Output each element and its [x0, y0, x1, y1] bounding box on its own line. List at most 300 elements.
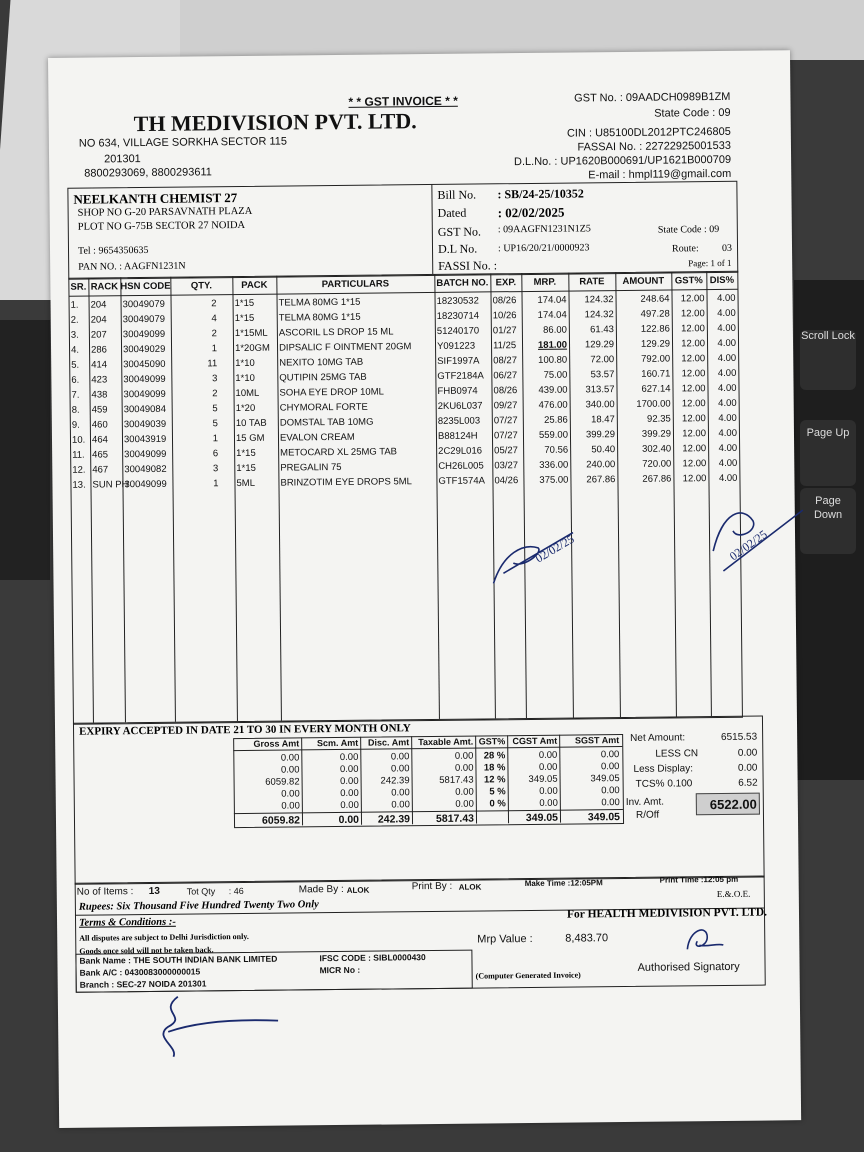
invoice-sheet — [48, 50, 801, 1128]
summary-cell: 0.00 — [339, 751, 359, 763]
fassi-label: FASSI No. : — [438, 258, 498, 273]
items-cell: 248.64 — [640, 293, 670, 305]
items-cell: 6 — [212, 448, 219, 460]
items-cell: 08/26 — [493, 385, 518, 397]
bank-branch: Branch : SEC-27 NOIDA 201301 — [79, 978, 207, 990]
items-cell: 1700.00 — [636, 398, 671, 410]
items-cell: 4.00 — [718, 457, 738, 469]
summary-cell: 0.00 — [340, 799, 359, 811]
summary-header-cell: SGST Amt — [574, 735, 620, 746]
items-cell: 4.00 — [717, 382, 737, 395]
items-header-cell: RATE — [579, 276, 605, 288]
company-phone: 8800293069, 8800293611 — [84, 166, 212, 180]
items-cell: 129.29 — [584, 339, 615, 351]
items-cell: 12.00 — [681, 413, 706, 425]
items-header-cell: QTY. — [190, 280, 213, 292]
summary-cell: 0.00 — [340, 775, 359, 787]
items-cell: 12.00 — [681, 353, 706, 365]
items-cell: 1*15ML — [234, 327, 268, 340]
summary-cell: 0.00 — [455, 798, 474, 810]
items-cell: 792.00 — [641, 353, 671, 365]
items-cell: 18230714 — [436, 310, 480, 322]
items-cell: 1 — [211, 343, 218, 355]
items-cell: 467 — [92, 464, 109, 476]
items-cell: 3 — [212, 463, 219, 475]
items-cell: 465 — [92, 449, 109, 461]
items-cell: METOCARD XL 25MG TAB — [280, 446, 398, 459]
seller-email: E-mail : hmpl119@gmail.com — [588, 167, 732, 182]
items-cell: 1 — [212, 433, 219, 445]
items-cell: 3. — [70, 329, 79, 341]
items-cell: 2. — [70, 314, 79, 326]
items-header-cell: AMOUNT — [622, 275, 665, 287]
make-time: Make Time :12:05PM — [524, 878, 603, 889]
bank-account: Bank A/C : 0430083000000015 — [79, 966, 201, 978]
items-cell: 6. — [71, 374, 80, 386]
company-name: TH MEDIVISION PVT. LTD. — [133, 108, 417, 137]
items-cell: 627.14 — [641, 383, 671, 395]
items-cell: 1*15 — [236, 462, 256, 475]
items-cell: 2C29L016 — [438, 445, 483, 457]
items-cell: 267.86 — [642, 473, 672, 485]
items-cell: 12.00 — [682, 458, 707, 470]
items-cell: 12. — [72, 464, 86, 476]
summary-cell: 0.00 — [280, 752, 300, 764]
summary-cell: 0.00 — [538, 761, 558, 773]
items-cell: 720.00 — [642, 458, 672, 470]
items-cell: 160.71 — [641, 368, 671, 380]
items-cell: 129.29 — [640, 338, 671, 350]
items-cell: 399.29 — [585, 429, 616, 441]
items-cell: NEXITO 10MG TAB — [279, 356, 364, 369]
items-cell: 50.40 — [591, 444, 616, 456]
items-cell: 4.00 — [717, 322, 736, 335]
items-cell: 12.00 — [680, 308, 705, 320]
route: 03 — [721, 242, 733, 254]
items-cell: 464 — [91, 434, 108, 446]
items-cell: 08/27 — [493, 355, 518, 367]
items-header-cell: BATCH NO. — [436, 277, 489, 289]
items-cell: Y091223 — [436, 340, 476, 352]
key-page-down: Page Down — [800, 488, 856, 554]
terms-line-1: All disputes are subject to Delhi Jurisdiction only. — [79, 931, 249, 943]
summary-header-cell: Scm. Amt — [316, 737, 359, 749]
items-cell: 07/27 — [493, 415, 518, 427]
made-by: ALOK — [346, 885, 370, 895]
items-cell: DOMSTAL TAB 10MG — [279, 416, 374, 429]
items-cell: 3 — [212, 373, 218, 385]
items-cell: 10. — [71, 434, 86, 446]
computer-generated-note: (Computer Generated Invoice) — [475, 970, 581, 981]
items-cell: 12.00 — [681, 338, 706, 350]
seller-state-code: State Code : 09 — [654, 106, 731, 120]
items-cell: DIPSALIC F OINTMENT 20GM — [278, 341, 412, 354]
items-cell: 30049084 — [123, 403, 167, 416]
items-cell: 174.04 — [537, 294, 567, 306]
authorised-signatory: Authorised Signatory — [637, 960, 740, 974]
items-cell: 30049029 — [123, 343, 166, 356]
terms-title: Terms & Conditions :- — [79, 916, 176, 929]
items-cell: 4 — [211, 313, 217, 325]
items-cell: 207 — [90, 329, 107, 341]
summary-cell: 0.00 — [539, 797, 558, 809]
summary-total-cell: 349.05 — [525, 811, 559, 825]
summary-cell: 0.00 — [281, 788, 300, 800]
items-cell: 30049079 — [122, 298, 165, 311]
items-cell: 4.00 — [718, 397, 737, 410]
items-cell: 4. — [71, 344, 80, 356]
items-cell: 30049099 — [124, 478, 167, 491]
items-cell: 15 GM — [235, 432, 265, 445]
items-cell: 72.00 — [590, 354, 615, 366]
summary-cell: 349.05 — [528, 773, 558, 786]
items-cell: 5ML — [236, 477, 256, 490]
items-cell: 286 — [91, 344, 107, 356]
summary-header-cell: GST% — [478, 736, 506, 747]
summary-cell: 0.00 — [390, 763, 410, 775]
summary-cell: 18 % — [483, 762, 506, 774]
items-cell: PREGALIN 75 — [280, 461, 342, 474]
summary-header-cell: Taxable Amt. — [418, 736, 474, 748]
less-display-label: Less Display: — [633, 763, 694, 775]
mrp-value-label: Mrp Value : — [477, 932, 533, 946]
key-scroll-lock: Scroll Lock — [800, 330, 856, 390]
items-cell: 09/27 — [493, 400, 518, 412]
items-cell: 423 — [91, 374, 108, 386]
items-cell: 13. — [72, 479, 86, 491]
dated-label: Dated — [437, 205, 467, 220]
items-cell: 51240170 — [436, 325, 480, 337]
summary-cell: 0.00 — [340, 787, 359, 799]
handwritten-sign-b — [703, 490, 814, 581]
buyer-address-2: PLOT NO G-75B SECTOR 27 NOIDA — [77, 219, 246, 233]
items-cell: 497.28 — [640, 308, 670, 320]
items-cell: TELMA 80MG 1*15 — [278, 296, 361, 309]
buyer-state-code: State Code : 09 — [657, 223, 720, 236]
summary-cell: 0.00 — [538, 749, 558, 761]
summary-header-cell: Disc. Amt — [367, 737, 410, 748]
summary-cell: 242.39 — [380, 775, 410, 787]
less-display: 0.00 — [737, 762, 758, 774]
summary-cell: 0.00 — [539, 785, 558, 797]
items-cell: 100.80 — [538, 354, 568, 366]
items-header-cell: DIS% — [709, 274, 735, 287]
buyer-gst-label: GST No. — [437, 224, 482, 239]
receiver-signature — [148, 991, 289, 1062]
bill-no-label: Bill No. — [437, 187, 477, 202]
authorised-signature — [677, 919, 727, 960]
items-cell: 559.00 — [538, 429, 569, 441]
items-cell: 12.00 — [682, 473, 707, 485]
items-cell: 460 — [91, 419, 108, 431]
items-header-cell: SR. — [70, 281, 87, 293]
buyer-pan: PAN NO. : AAGFN1231N — [78, 260, 186, 273]
seller-fassai: FASSAI No. : 22722925001533 — [577, 139, 732, 154]
seller-gst: GST No. : 09AADCH0989B1ZM — [574, 90, 731, 105]
items-cell: 18230532 — [436, 295, 479, 307]
items-header-cell: PARTICULARS — [321, 278, 390, 291]
items-cell: 375.00 — [539, 474, 569, 486]
items-cell: CH26L005 — [438, 460, 484, 472]
summary-header-cell: CGST Amt — [512, 735, 558, 747]
items-cell: 7. — [71, 389, 80, 401]
items-cell: 10ML — [235, 387, 260, 400]
summary-cell: 0 % — [489, 798, 506, 810]
print-by-label: Print By : — [411, 880, 453, 893]
net-amount-label: Net Amount: — [630, 732, 686, 744]
items-cell: 204 — [90, 299, 107, 311]
items-cell: 4.00 — [716, 292, 736, 305]
items-header-cell: PACK — [241, 279, 268, 291]
items-cell: 174.04 — [537, 309, 567, 321]
summary-cell: 0.00 — [600, 761, 620, 773]
terms-line-2: Goods once sold will not be taken back. — [79, 945, 214, 956]
tcs: 6.52 — [738, 777, 758, 789]
buyer-dl-label: D.L No. — [437, 241, 478, 256]
summary-cell: 28 % — [483, 750, 506, 762]
items-cell: 9. — [71, 419, 80, 431]
items-cell: 30049099 — [124, 448, 167, 461]
items-cell: 12.00 — [681, 368, 706, 380]
items-cell: TELMA 80MG 1*15 — [278, 311, 361, 324]
items-cell: 340.00 — [585, 399, 615, 411]
items-cell: 181.00 — [537, 339, 568, 351]
items-cell: 1*20GM — [234, 342, 270, 355]
items-cell: 2 — [211, 298, 217, 310]
items-cell: 1*15 — [234, 312, 255, 325]
items-cell: SIF1997A — [437, 355, 480, 367]
summary-cell: 6059.82 — [265, 776, 300, 788]
items-cell: 1*20 — [235, 402, 256, 415]
items-cell: 1*10 — [235, 372, 255, 385]
items-cell: FHB0974 — [437, 385, 478, 397]
items-cell: 4.00 — [718, 442, 738, 454]
items-cell: 04/26 — [494, 475, 519, 487]
summary-cell: 0.00 — [600, 749, 620, 761]
key-page-up: Page Up — [800, 420, 856, 486]
summary-cell: 0.00 — [391, 799, 410, 811]
items-cell: 267.86 — [586, 474, 616, 486]
items-header-cell: GST% — [674, 275, 703, 287]
items-cell: 2KU6L037 — [437, 400, 483, 412]
items-cell: 12.00 — [680, 293, 705, 305]
print-by: ALOK — [458, 882, 482, 892]
items-cell: 1 — [213, 478, 219, 490]
amount-in-words: Rupees: Six Thousand Five Hundred Twenty Two Only — [78, 899, 319, 913]
handwritten-date-a: 02/02/25 — [532, 531, 577, 566]
items-cell: 30045090 — [123, 358, 166, 371]
handwritten-sign-a — [483, 522, 594, 593]
items-cell: 1*15 — [234, 297, 255, 310]
less-cn: 0.00 — [737, 747, 758, 759]
items-cell: GTF1574A — [438, 475, 485, 487]
items-cell: 18.47 — [590, 414, 615, 426]
items-cell: 11/25 — [492, 340, 517, 352]
r-off-label: R/Off — [635, 809, 660, 821]
items-cell: 5. — [71, 359, 80, 371]
items-cell: 05/27 — [494, 445, 518, 457]
items-cell: 476.00 — [538, 399, 568, 411]
buyer-gst: : 09AAGFN1231N1Z5 — [497, 223, 591, 236]
items-cell: 8235L003 — [437, 415, 481, 427]
summary-total-cell: 242.39 — [377, 813, 411, 826]
items-header-cell: HSN CODE — [120, 280, 171, 293]
items-cell: 12.00 — [682, 443, 707, 455]
route-label: Route: — [671, 243, 699, 255]
items-cell: 11. — [72, 449, 85, 461]
items-cell: 439.00 — [538, 384, 568, 396]
summary-cell: 0.00 — [391, 787, 410, 799]
items-cell: 438 — [91, 389, 108, 401]
items-cell: 2 — [211, 328, 217, 340]
items-cell: 1*10 — [235, 357, 255, 370]
summary-total-cell: 0.00 — [338, 813, 360, 826]
items-cell: 30049039 — [123, 418, 167, 431]
summary-cell: 0.00 — [601, 785, 620, 797]
tot-qty-label: Tot Qty — [186, 886, 216, 897]
items-cell: 459 — [91, 404, 108, 416]
items-cell: 122.86 — [640, 323, 670, 335]
items-cell: 240.00 — [586, 459, 616, 471]
items-cell: BRINZOTIM EYE DROPS 5ML — [280, 476, 412, 489]
items-cell: 75.00 — [543, 369, 568, 381]
items-cell: 30049099 — [123, 373, 166, 386]
items-cell: 12.00 — [682, 428, 707, 440]
company-address-1: NO 634, VILLAGE SORKHA SECTOR 115 — [78, 135, 288, 150]
buyer-name: NEELKANTH CHEMIST 27 — [73, 190, 238, 207]
items-header-cell: MRP. — [533, 276, 557, 288]
mrp-value: 8,483.70 — [565, 932, 609, 945]
items-cell: 4.00 — [717, 352, 737, 365]
dated: : 02/02/2025 — [497, 204, 565, 221]
items-cell: 06/27 — [493, 370, 518, 382]
items-cell: 8. — [71, 404, 80, 416]
bill-no: : SB/24-25/10352 — [497, 186, 584, 202]
invoice-type: * * GST INVOICE * * — [348, 93, 458, 109]
items-cell: SOHA EYE DROP 10ML — [279, 386, 384, 399]
items-cell: 4.00 — [717, 307, 736, 320]
items-cell: 92.35 — [646, 413, 671, 425]
inv-amount: 6522.00 — [696, 793, 760, 816]
made-by-label: Made By : — [298, 883, 344, 896]
keyboard-edge-left — [0, 320, 50, 580]
items-cell: 124.32 — [584, 309, 614, 321]
summary-total-cell: 5817.43 — [435, 812, 475, 825]
items-cell: 10/26 — [492, 310, 517, 322]
items-cell: 30049079 — [122, 313, 166, 326]
items-cell: 03/27 — [494, 460, 519, 472]
items-cell: 10 TAB — [235, 417, 267, 430]
items-cell: 5 — [212, 418, 218, 430]
summary-cell: 0.00 — [455, 786, 474, 798]
items-cell: 12.00 — [681, 398, 706, 410]
eoe: E.&.O.E. — [716, 888, 751, 900]
items-cell: 302.40 — [642, 443, 672, 455]
items-cell: ASCORIL LS DROP 15 ML — [278, 326, 394, 339]
micr-no: MICR No : — [319, 964, 361, 976]
items-cell: 4.00 — [718, 427, 738, 439]
items-cell: 30049099 — [123, 388, 166, 401]
summary-cell: 0.00 — [454, 762, 474, 774]
inv-amt-label: Inv. Amt. — [625, 796, 665, 808]
items-cell: 61.43 — [590, 324, 614, 336]
items-cell: 86.00 — [543, 324, 567, 336]
items-header-cell: EXP. — [495, 277, 517, 289]
items-cell: 11 — [207, 358, 218, 370]
buyer-address-1: SHOP NO G-20 PARSAVNATH PLAZA — [77, 205, 253, 219]
summary-total-cell: 6059.82 — [261, 814, 301, 827]
summary-cell: 0.00 — [390, 751, 410, 763]
for-company: For HEALTH MEDIVISION PVT. LTD. — [566, 906, 768, 921]
items-cell: 336.00 — [539, 459, 569, 471]
items-cell: 4.00 — [718, 472, 738, 484]
summary-cell: 5817.43 — [439, 774, 474, 786]
items-cell: SUN PH — [92, 479, 129, 491]
print-time: Print Time :12:05 pm — [659, 874, 739, 885]
items-cell: 414 — [91, 359, 108, 371]
seller-dl: D.L.No. : UP1620B000691/UP1621B000709 — [513, 153, 732, 169]
items-cell: 2 — [212, 388, 218, 400]
items-cell: 5 — [212, 403, 218, 415]
summary-cell: 0.00 — [454, 750, 474, 762]
bank-name: Bank Name : THE SOUTH INDIAN BANK LIMITED — [79, 953, 278, 966]
summary-cell: 0.00 — [281, 800, 300, 812]
company-address-2: 201301 — [104, 153, 141, 166]
buyer-dl: : UP16/20/21/0000923 — [497, 242, 590, 255]
items-count-label: No of Items : — [76, 886, 134, 898]
summary-header-cell: Gross Amt — [253, 738, 300, 749]
items-cell: 1. — [70, 299, 79, 311]
items-cell: 30043919 — [123, 433, 167, 446]
items-cell: 30049099 — [122, 328, 166, 341]
summary-cell: 12 % — [483, 774, 506, 786]
summary-cell: 349.05 — [590, 773, 620, 785]
items-cell: CHYMORAL FORTE — [279, 401, 368, 414]
items-cell: 4.00 — [717, 367, 737, 380]
items-cell: GTF2184A — [437, 370, 484, 382]
summary-cell: 0.00 — [280, 764, 300, 776]
ifsc-code: IFSC CODE : SIBL0000430 — [319, 952, 426, 964]
items-cell: 313.57 — [585, 384, 615, 396]
items-cell: 70.56 — [544, 444, 569, 456]
items-cell: 4.00 — [718, 412, 737, 425]
tot-qty: : 46 — [228, 885, 244, 897]
page-number: Page: 1 of 1 — [688, 257, 732, 269]
items-count: 13 — [148, 885, 160, 897]
less-cn-label: LESS CN — [655, 748, 699, 760]
items-cell: 124.32 — [584, 294, 614, 306]
summary-cell: 0.00 — [601, 797, 620, 809]
items-cell: 08/26 — [492, 295, 517, 307]
items-cell: 12.00 — [681, 383, 706, 395]
items-cell: QUTIPIN 25MG TAB — [279, 371, 367, 384]
items-cell: 399.29 — [641, 428, 672, 440]
items-cell: 204 — [90, 314, 107, 326]
items-cell: B88124H — [437, 430, 478, 442]
tcs-label: TCS% 0.100 — [635, 778, 693, 790]
handwritten-date-b: 02/02/25 — [726, 527, 770, 564]
items-cell: 4.00 — [717, 337, 737, 350]
seller-cin: CIN : U85100DL2012PTC246805 — [566, 125, 731, 140]
net-amount: 6515.53 — [720, 731, 758, 743]
summary-cell: 5 % — [489, 786, 506, 798]
items-cell: 07/27 — [493, 430, 518, 442]
items-cell: 1*15 — [236, 447, 256, 460]
items-header-cell: RACK — [90, 281, 119, 293]
summary-total-cell: 349.05 — [587, 811, 621, 824]
buyer-tel: Tel : 9654350635 — [77, 244, 149, 257]
items-cell: 25.86 — [543, 414, 568, 426]
